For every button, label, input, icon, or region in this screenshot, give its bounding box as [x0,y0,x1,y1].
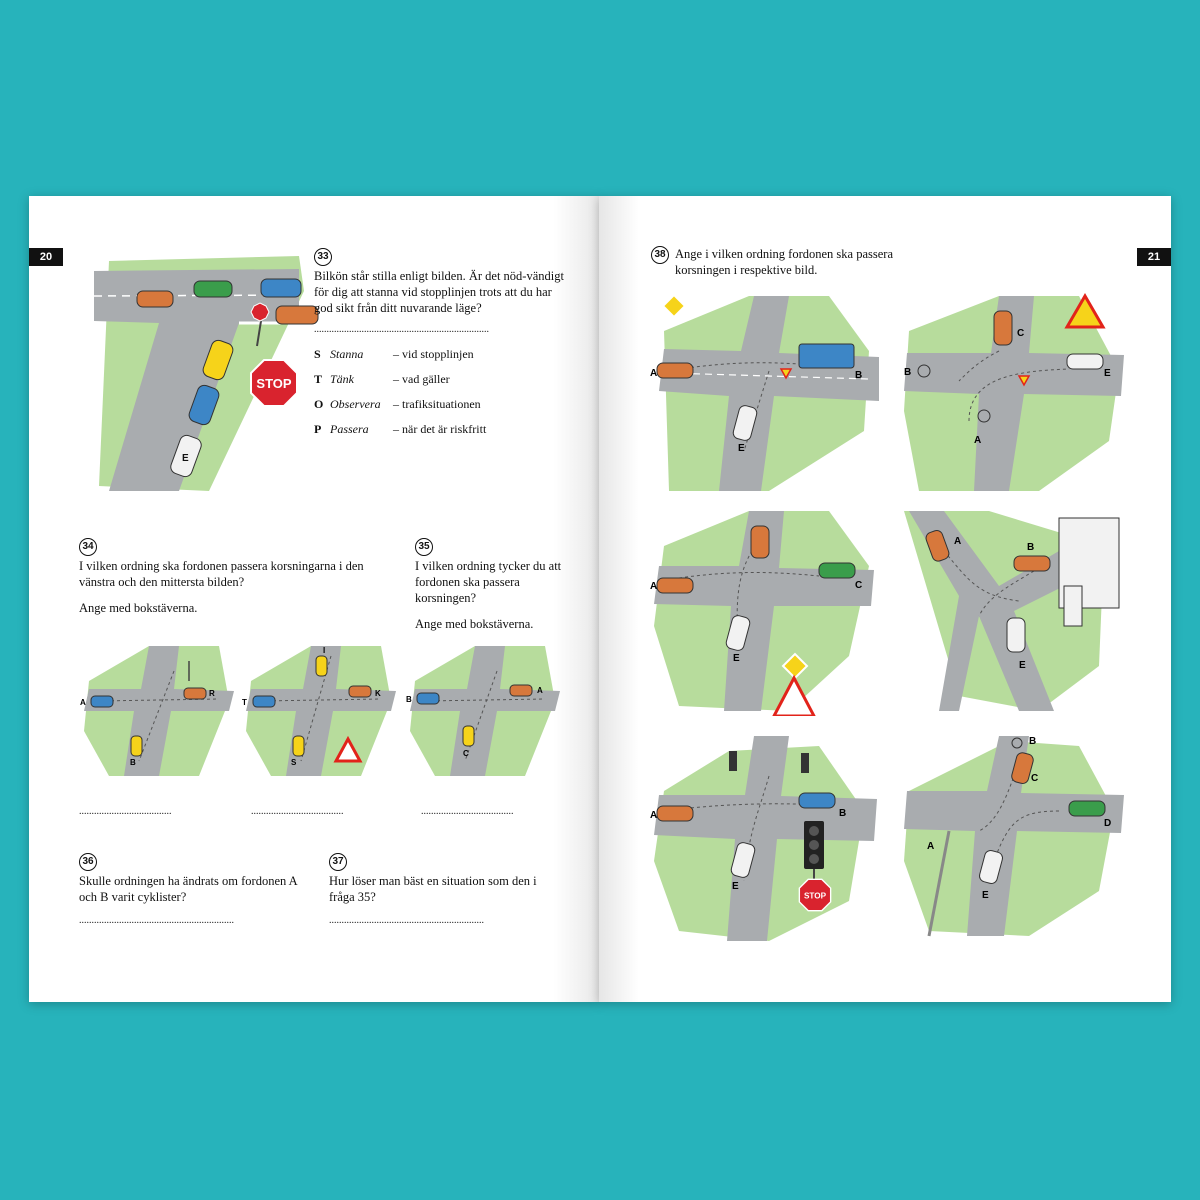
q37-answer-line[interactable]: .............................................................. [329,915,484,926]
rule-letter: S [314,347,321,361]
question-33 [314,246,564,447]
vehicle-label: B [855,370,863,381]
stop-rules [314,347,564,436]
left-page [29,196,599,1002]
vehicle-label: A [974,435,982,446]
vehicle-label: B [904,367,912,378]
vehicle-label: C [1031,773,1039,784]
rule-letter: P [314,422,322,436]
vehicle-label: A [650,368,658,379]
rule-letter: O [314,397,324,411]
page-number-right: 21 [1137,248,1171,266]
vehicle-label: B [130,758,136,767]
answer-line-34-middle[interactable]: ..................................... [251,806,344,817]
question-35 [415,536,565,632]
rule-desc: – vid stopplinjen [393,347,474,361]
stop-rule [314,422,564,436]
q34-number: 34 [79,538,97,556]
page-number-left: 20 [29,248,63,266]
vehicle-label: C [463,749,469,758]
q38-text: Ange i vilken ordning fordonen ska passera korsningen i respektive bild. [675,247,893,277]
scene-38-2 [899,291,1124,496]
q38-number: 38 [651,246,669,264]
q34-text: I vilken ordning ska fordonen passera korsningarna i den vänstra och den mittersta bilden? [79,559,364,589]
vehicle-label: D [1104,818,1112,829]
rule-desc: – trafiksituationen [393,397,481,411]
vehicle-label: E [738,443,745,454]
q34-hint: Ange med bokstäverna. [79,601,198,615]
rule-word: Stanna [330,347,364,361]
rule-word: Observera [330,397,381,411]
q35-hint: Ange med bokstäverna. [415,617,534,631]
stop-sign [798,878,832,912]
vehicle-label: E [1019,660,1026,671]
q33-number: 33 [314,248,332,266]
vehicle-label: B [1027,542,1035,553]
answer-line-34-left[interactable]: ..................................... [79,806,172,817]
vehicle-label: R [209,689,215,698]
q36-number: 36 [79,853,97,871]
scene-38-4 [899,506,1124,716]
rule-letter: T [314,372,323,386]
stop-rule [314,397,564,411]
q37-text: Hur löser man bäst en situation som den i fråga 35? [329,874,537,904]
vehicle-label: I [323,646,326,655]
vehicle-label: A [954,536,962,547]
stop-sign-label: STOP [256,376,292,391]
stop-sign-label: STOP [803,891,827,901]
vehicle-label: T [242,698,247,707]
scene-34-middle [241,641,401,781]
stop-rule [314,372,564,386]
q33-text: Bilkön står stilla enligt bilden. Är det nöd-vändigt för dig att stanna vid stopplinjen trots att du har god sikt från ditt nuvarande läge? [314,269,564,315]
answer-line-35[interactable]: ..................................... [421,806,514,817]
vehicle-label: C [855,580,863,591]
vehicle-label: E [732,881,739,892]
svg-text:E: E [182,453,189,464]
vehicle-label: A [650,810,658,821]
question-38 [651,246,911,278]
q35-text: I vilken ordning tycker du att fordonen ska passera korsningen? [415,559,562,605]
vehicle-label: C [1017,328,1025,339]
rule-word: Tänk [330,372,354,386]
rule-desc: – när det är riskfritt [393,422,487,436]
scene-34-left [79,641,239,781]
q33-answer-line[interactable]: ...................................................................... [314,324,489,335]
q35-number: 35 [415,538,433,556]
vehicle-label: E [982,890,989,901]
rule-desc: – vad gäller [393,372,450,386]
q36-text: Skulle ordningen ha ändrats om fordonen A och B varit cyklister? [79,874,298,904]
q36-answer-line[interactable]: .............................................................. [79,915,234,926]
scene-38-3 [649,506,879,716]
vehicle-label: A [650,581,658,592]
vehicle-label: B [1029,736,1037,747]
vehicle-label: B [839,808,847,819]
vehicle-label: A [537,686,543,695]
vehicle-label: A [927,841,935,852]
question-36 [79,851,304,926]
q37-number: 37 [329,853,347,871]
vehicle-label: S [291,758,297,767]
vehicle-label: E [733,653,740,664]
question-34 [79,536,389,616]
scene-38-1 [649,291,879,496]
vehicle-label: A [80,698,86,707]
stop-sign [249,358,299,408]
scene-38-5 [649,731,879,946]
rule-word: Passera [330,422,369,436]
vehicle-label: B [406,695,412,704]
scene-35 [405,641,565,781]
vehicle-label: K [375,689,381,698]
question-37 [329,851,554,926]
right-page [599,196,1171,1002]
scene-38-6 [899,731,1124,941]
stop-rule [314,347,564,361]
vehicle-label: E [1104,368,1111,379]
